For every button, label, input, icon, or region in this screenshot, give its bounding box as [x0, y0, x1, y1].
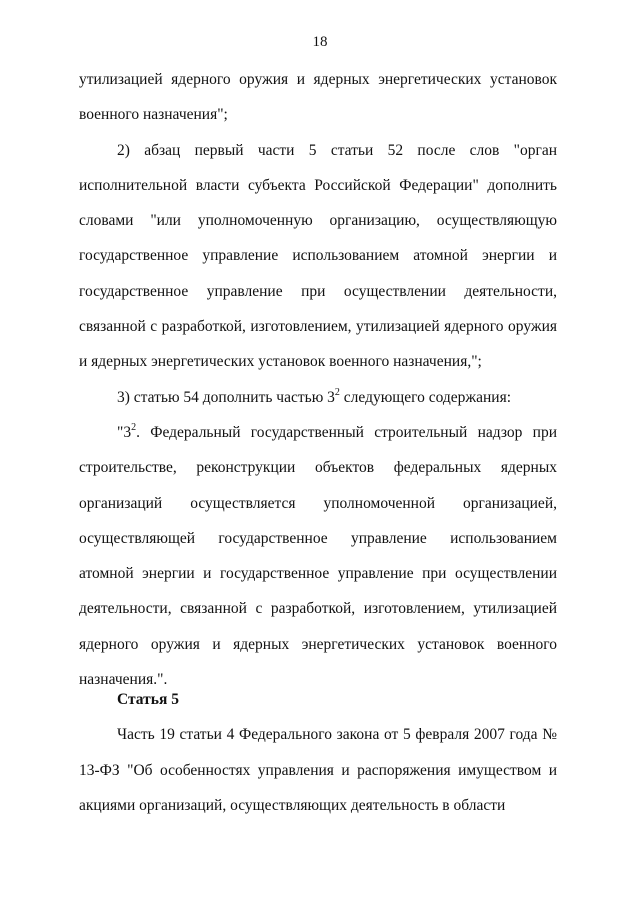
superscript: 2 — [334, 386, 340, 398]
paragraph-text-after: . Федеральный государственный строительный надзор при строительстве, реконструкции объектов федеральных ядерных организаций осуществляется уполномоченной организацией, осуществляющей государственное управление использованием атомной энергии и государственное управление при осуществлении деятельности, связанной с разработкой, изготовлением, утилизацией ядерного оружия и ядерных энергетических установок военного назначения.". — [79, 423, 557, 689]
paragraph-text-before: 3) статью 54 дополнить частью 3 — [117, 388, 335, 406]
amendment-text — [79, 62, 557, 697]
paragraph-text: 2) абзац первый части 5 статьи 52 после слов "орган исполнительной власти субъекта Российской Федерации" дополнить словами "или уполномоченную организацию, осуществляющую государственное управление использованием атомной энергии и государственное управление при осуществлении деятельности, связанной с разработкой, изготовлением, утилизацией ядерного оружия и ядерных энергетических установок военного назначения,"; — [79, 141, 557, 371]
paragraph-item-3 — [79, 380, 557, 415]
paragraph-quoted-part — [79, 415, 557, 697]
paragraph-continuation — [79, 62, 557, 133]
article-heading: Статья 5 — [117, 691, 179, 708]
article-text: Часть 19 статьи 4 Федерального закона от 5 февраля 2007 года № 13-ФЗ "Об особенностях управления и распоряжения имуществом и акциями организаций, осуществляющих деятельность в области — [79, 726, 557, 814]
article-5-section — [79, 682, 557, 823]
superscript: 2 — [131, 421, 137, 433]
paragraph-text-after: следующего содержания: — [339, 388, 512, 406]
paragraph-text: утилизацией ядерного оружия и ядерных энергетических установок военного назначения"; — [79, 71, 557, 124]
paragraph-item-2 — [79, 133, 557, 380]
page-number: 18 — [312, 34, 328, 50]
paragraph-text-before: "3 — [117, 423, 132, 441]
